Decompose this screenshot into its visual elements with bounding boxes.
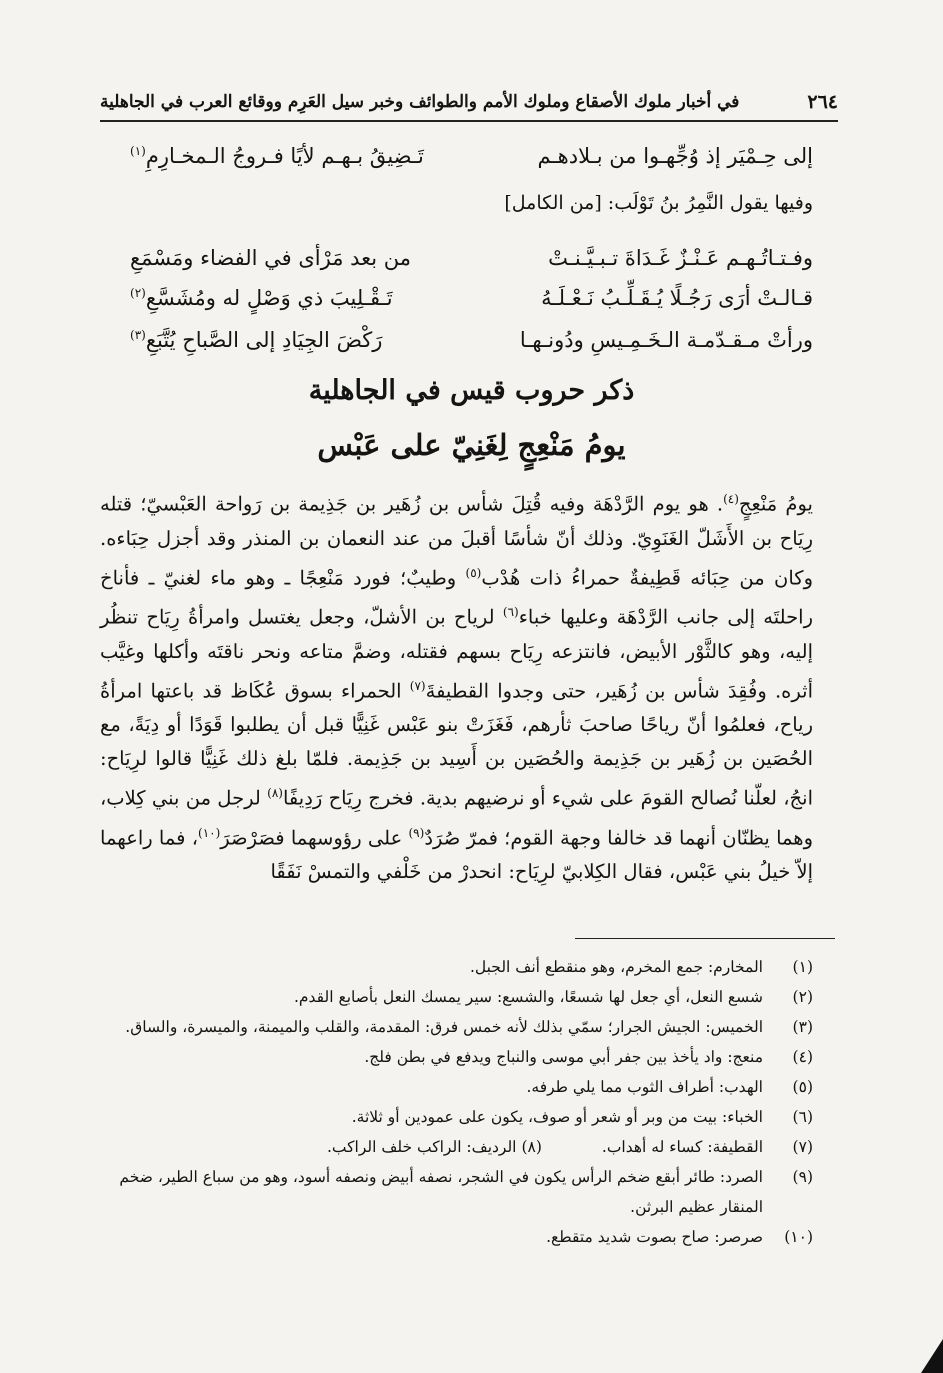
- page-number: ٢٦٤: [807, 91, 838, 113]
- footnote-item: (٩) الصرد: طائر أبقع ضخم الرأس يكون في الشجر، نصفه أبيض ونصفه أسود، وهو من سباع الطير، ضخم المنقار عظيم البرثن.: [119, 1168, 813, 1216]
- footnote-item-pair: (٧) القطيفة: كساء له أهداب. (٨) الرديف: الراكب خلف الراكب.: [326, 1138, 813, 1156]
- footnote-ref: (٣): [130, 328, 146, 342]
- poem-verse-1: [130, 238, 813, 278]
- footnote-item: (١٠) صرصر: صاح بصوت شديد متقطع.: [546, 1228, 813, 1246]
- footnote-ref: (٨): [267, 786, 283, 800]
- footnote-divider: [575, 938, 835, 939]
- verse-hemistich-left: رَكْضَ الجِيَادِ إلى الصَّباحِ يُتَّبَعِ$^{(٣)}$: [130, 328, 383, 352]
- footnote-item: (٢) شسع النعل، أي جعل لها شسعًا، والشسع: سير يمسك النعل بأصابع القدم.: [294, 988, 813, 1006]
- footnote-item: (١) المخارم: جمع المخرم، وهو منقطع أنف الجبل.: [469, 958, 813, 976]
- footnote-ref: (٦): [502, 605, 519, 619]
- verse-hemistich-right: وفـتـاتُـهـم عَـنْـزٌ غَـدَاةَ تـبـيَّـنـتْ: [548, 246, 813, 270]
- poem-verse-3: [130, 320, 813, 360]
- verse-hemistich-left: تَـضِيقُ بـهـم لأيًا فـروجُ الـمخـارِمِ$^{(١)}$: [130, 144, 424, 168]
- footnote-item: (٥) الهدب: أطراف الثوب مما يلي طرفه.: [526, 1078, 813, 1096]
- section-title: ذكر حروب قيس في الجاهلية: [308, 375, 635, 406]
- footnote-ref: (٧): [409, 678, 426, 693]
- footnote-ref: (٥): [465, 565, 482, 580]
- footnote-ref: (١): [130, 144, 146, 158]
- verse-hemistich-right: قـالـتْ أرَى رَجُـلًا يُـقَـلِّـبُ نَـعْـلَـهُ: [541, 286, 813, 310]
- poem-verse-2: [130, 278, 813, 318]
- verse-hemistich-left: من بعد مَرْأى في الفضاء ومَسْمَعِ: [130, 246, 412, 270]
- footnote-ref: (٤): [723, 492, 739, 506]
- verse-hemistich-left: تَـقْـلِيبَ ذي وَصْلٍ له ومُشَسَّعِ$^{(٢)}$: [130, 286, 393, 310]
- verse-hemistich-right: إلى حِـمْيَر إذ وُجِّهـوا من بـلادهـم: [537, 144, 813, 168]
- poem-intro: وفيها يقول النَّمِرُ بنُ تَوْلَب: [من الكامل]: [504, 192, 813, 214]
- footnote-ref: (٢): [130, 286, 146, 300]
- footnote-item: (٣) الخميس: الجيش الجرار؛ سمّي بذلك لأنه خمس فرق: المقدمة، والقلب والميمنة، والميسرة، والساق.: [125, 1018, 813, 1036]
- footnotes: [100, 952, 813, 1252]
- running-header: [100, 84, 838, 122]
- poem-verse-top: [130, 136, 813, 176]
- footnote-ref: (٩): [408, 825, 425, 840]
- footnote-ref: (١٠): [198, 825, 221, 840]
- running-title: في أخبار ملوك الأصقاع وملوك الأمم والطوائف وخبر سيل العَرِم ووقائع العرب في الجاهلية: [100, 92, 740, 112]
- section-subtitle: يومُ مَنْعِجٍ لِغَنِيّ على عَبْس: [317, 428, 626, 462]
- body-paragraph: يومُ مَنْعِجٍ$^{(٤)}$. هو يوم الرَّدْهَة وفيه قُتِلَ شأس بن زُهَير بن جَذِيمة بن رَواحة العَبْسيّ؛ قتله رِيَاح بن الأَشَلّ الغَنَوِيّ. وذلك أنّ شأسًا أقبلَ من عند النعمان بن المنذر وقد أجزل حِبَاءه. وكان من حِبَائه قَطِيفةٌ حمراءُ ذات هُدْب$^{(٥)}$ وطيبٌ؛ فورد مَنْعِجًا ـ وهو ماء لغنيّ ـ فأناخ راحلتَه إلى جانب الرَّدْهَة وعليها خباء$^{(٦)}$ لرياح بن الأشلّ، وجعل يغتسل وامرأةُ رِيَاح تنظُر إليه، وهو كالثَّوْر الأبيض، فانتزعه رِيَاح بسهم فقتله، وضمَّ متاعه ونحر ناقتَه وأكلها وغيَّب أثره. وفُقِدَ شأس بن زُهَير، حتى وجدوا القطيفةَ$^{(٧)}$ الحمراء بسوق عُكَاظ قد باعتها امرأةُ رياح، فعلمُوا أنّ رياحًا صاحبَ ثأرهم، فَغَزَتْ بنو عَبْس غَنِيًّا قبل أن يطلبوا قَوَدًا أو دِيَةً، مع الحُصَين بن زُهَير بن جَذِيمة والحُصَين بن أَسِيد بن جَذِيمة. فلمّا بلغ ذلك غَنِيًّا قالوا لرِيَاح: انجُ، لعلّنا نُصالح القومَ على شيء أو نرضيهم بدية. فخرج رِيَاح رَدِيفًا$^{(٨)}$ لرجل من بني كِلاب، وهما يظنّان أنهما قد خالفا وجهة القوم؛ فمرّ صُرَدٌ$^{(٩)}$ على رؤوسهما فصَرْصَرَ$^{(١٠)}$، فما راعهما إلاّ خيلُ بني عَبْس، فقال الكِلابيّ لرِيَاح: انحدرْ من خَلْفي والتمسْ نَفَقًا: [100, 492, 813, 883]
- footnote-item: (٤) منعج: واد يأخذ بين جفر أبي موسى والنباج ويدفع في بطن فلج.: [364, 1048, 813, 1066]
- verse-hemistich-right: ورأتْ مـقـدّمـة الـخَـمِـيسِ ودُونـهـا: [519, 328, 813, 352]
- footnote-item: (٦) الخباء: بيت من وبر أو شعر أو صوف، يكون على عمودين أو ثلاثة.: [351, 1108, 813, 1126]
- scan-corner-mark: [921, 1339, 943, 1373]
